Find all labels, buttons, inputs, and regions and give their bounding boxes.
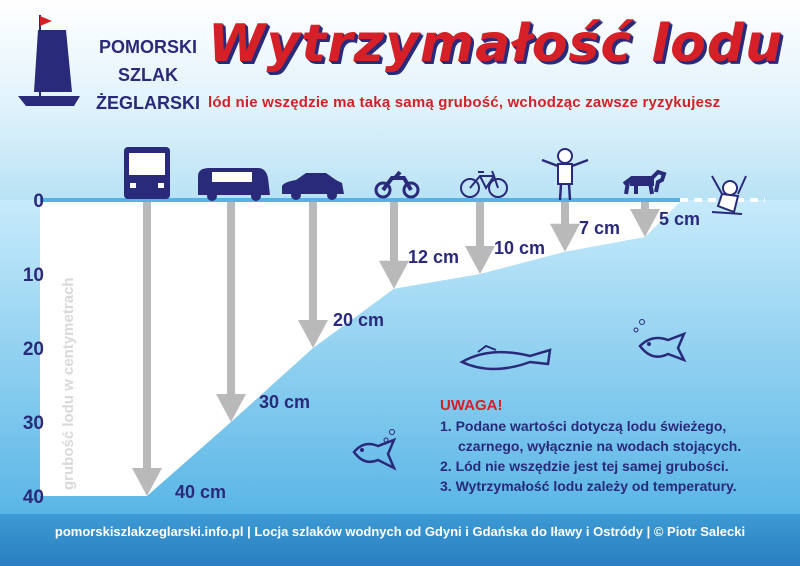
depth-arrow-shaft [143,202,151,472]
warning-line: 1. Podane wartości dotyczą lodu świeżego, [440,418,727,434]
warning-line: 2. Lód nie wszędzie jest tej samej grubości. [440,458,729,474]
brand-line: POMORSKI [98,37,197,57]
depth-arrow-shaft [309,202,317,324]
thickness-label: 40 cm [175,482,227,502]
depth-arrow-shaft [476,202,484,250]
thickness-label: 20 cm [333,310,385,330]
thickness-label: 10 cm [494,238,546,258]
footer-band [0,514,800,566]
bus-icon [124,147,170,199]
thickness-label: 5 cm [659,209,701,229]
warning-note [440,396,785,496]
y-tick-label: 40 [22,487,44,508]
brand-name [92,33,204,117]
depth-arrow-shaft [390,202,398,265]
footer-credits: pomorskiszlakzeglarski.info.pl | Locja szlaków wodnych od Gdyni i Gdańska do Iławy i Ostródy | © Piotr Salecki [54,524,746,539]
page-title: Wytrzymałość lodu [208,14,784,74]
depth-arrow-shaft [227,202,235,398]
y-axis-label: grubość lodu w centymetrach [60,277,77,490]
brand-line: SZLAK [118,65,178,85]
y-tick-label: 0 [33,191,44,212]
thickness-label: 30 cm [259,392,311,412]
y-tick-label: 30 [22,413,44,434]
warning-heading: UWAGA! [440,397,503,414]
page-subtitle: lód nie wszędzie ma taką samą grubość, wchodząc zawsze ryzykujesz [208,94,721,111]
brand-line: ŻEGLARSKI [95,93,200,113]
thickness-label: 7 cm [579,217,621,238]
thickness-label: 12 cm [408,246,460,267]
warning-line: czarnego, wyłącznie na wodach stojących. [458,438,742,454]
warning-line: 3. Wytrzymałość lodu zależy od temperatury. [440,478,737,494]
y-tick-label: 10 [22,265,44,286]
y-tick-label: 20 [22,339,44,360]
